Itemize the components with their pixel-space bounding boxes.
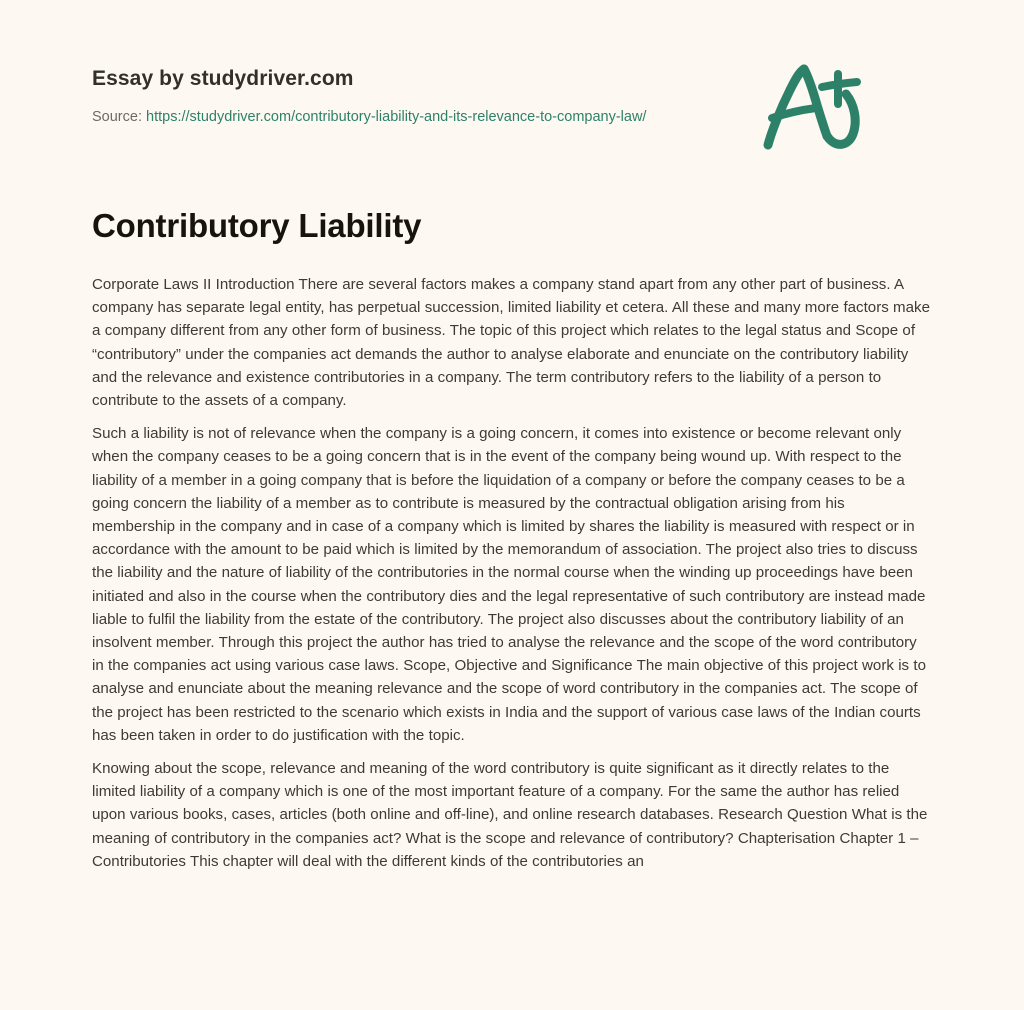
a-plus-logo-icon bbox=[758, 58, 870, 154]
page-title: Contributory Liability bbox=[92, 207, 422, 244]
paragraph: Such a liability is not of relevance when the company is a going concern, it comes into existence or become relevant only when the company ceases to be a going concern that is in the event of the company being wound up. With respect to the liability of a member in a going company that is before the liquidation of a company or before the company ceases to be a going concern the liability of a member as to contribute is measured by the contractual obligation arising from his membership in the company and in case of a company which is limited by shares the liability is measured with respect or in accordance with the amount to be paid which is limited by the memorandum of association. The project also tries to discuss the liability and the nature of liability of the contributories in the normal course when the winding up proceedings have been initiated and also in the course when the contributory dies and the legal representative of such contributory are instead made liable to fulfil the liability from the estate of the contributory. The project also discusses about the contributory liability of an insolvent member. Through this project the author has tried to analyse the relevance and the scope of the word contributory in the companies act using various case laws. Scope, Objective and Significance The main objective of this project work is to analyse and enunciate about the meaning relevance and the scope of word contributory in the companies act. The scope of the project has been restricted to the scenario which exists in India and the support of various case laws of the Indian courts has been taken in order to do justification with the topic. bbox=[92, 425, 926, 744]
source-url-link[interactable]: https://studydriver.com/contributory-liability-and-its-relevance-to-company-law/ bbox=[146, 109, 647, 125]
essay-body bbox=[92, 246, 932, 873]
paragraph: Knowing about the scope, relevance and meaning of the word contributory is quite significant as it directly relates to the limited liability of a company which is one of the most important feature of a company. For the same the author has relied upon various books, cases, articles (both online and off-line), and online research databases. Research Question What is the meaning of contributory in the companies act? What is the scope and relevance of contributory? Chapterisation Chapter 1 – Contributories This chapter will deal with the different kinds of the contributories an bbox=[92, 760, 928, 870]
byline: Essay by studydriver.com bbox=[92, 67, 354, 90]
source-label: Source: bbox=[92, 109, 142, 125]
page-header bbox=[92, 0, 932, 125]
paragraph: Corporate Laws II Introduction There are several factors makes a company stand apart from any other part of business. A company has separate legal entity, has perpetual succession, limited liability et cetera. All these and many more factors make a company different from any other form of business. The topic of this project which relates to the legal status and Scope of “contributory” under the companies act demands the author to analyse elaborate and enunciate on the contributory liability and the relevance and existence contributories in a company. The term contributory refers to the liability of a person to contribute to the assets of a company. bbox=[92, 276, 930, 410]
